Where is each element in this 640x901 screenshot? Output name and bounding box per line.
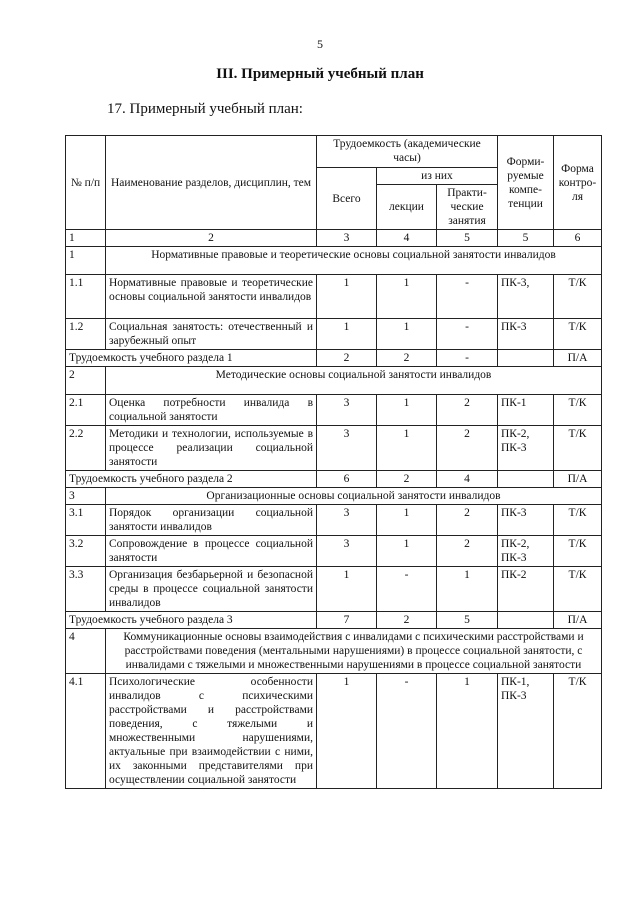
section-title: Организационные основы социальной занятости инвалидов — [106, 488, 602, 505]
table-row — [66, 319, 602, 350]
header-num: № п/п — [66, 136, 106, 230]
header-practice: Практи-ческие занятия — [437, 185, 498, 230]
summary-label: Трудоемкость учебного раздела 3 — [66, 612, 317, 629]
summary-competencies — [498, 471, 554, 488]
row-competencies: ПК-2 — [498, 567, 554, 612]
summary-lectures: 2 — [377, 350, 437, 367]
row-name: Социальная занятость: отечественный и зарубежный опыт — [106, 319, 317, 350]
table-row — [66, 275, 602, 319]
row-number: 3.2 — [66, 536, 106, 567]
index-cell: 5 — [437, 230, 498, 247]
summary-row — [66, 350, 602, 367]
row-control: Т/К — [554, 275, 602, 319]
row-lectures: - — [377, 674, 437, 789]
index-cell: 4 — [377, 230, 437, 247]
summary-competencies — [498, 350, 554, 367]
summary-label: Трудоемкость учебного раздела 2 — [66, 471, 317, 488]
summary-row — [66, 471, 602, 488]
row-total: 3 — [317, 426, 377, 471]
row-name: Методики и технологии, используемые в процессе реализации социальной занятости — [106, 426, 317, 471]
row-practice: 1 — [437, 674, 498, 789]
row-competencies: ПК-1 — [498, 395, 554, 426]
row-number: 3.3 — [66, 567, 106, 612]
summary-practice: 4 — [437, 471, 498, 488]
table-row — [66, 674, 602, 789]
row-lectures: - — [377, 567, 437, 612]
row-practice: - — [437, 319, 498, 350]
index-cell: 1 — [66, 230, 106, 247]
section-row — [66, 367, 602, 395]
row-control: Т/К — [554, 536, 602, 567]
row-competencies: ПК-3, — [498, 275, 554, 319]
summary-label: Трудоемкость учебного раздела 1 — [66, 350, 317, 367]
section-row — [66, 247, 602, 275]
section-title: Методические основы социальной занятости инвалидов — [106, 367, 602, 395]
header-control: Форма контро-ля — [554, 136, 602, 230]
row-control: Т/К — [554, 395, 602, 426]
row-practice: 1 — [437, 567, 498, 612]
summary-practice: 5 — [437, 612, 498, 629]
header-lectures: лекции — [377, 185, 437, 230]
index-cell: 3 — [317, 230, 377, 247]
row-total: 1 — [317, 674, 377, 789]
row-control: Т/К — [554, 319, 602, 350]
row-competencies: ПК-3 — [498, 319, 554, 350]
row-total: 3 — [317, 536, 377, 567]
table-row — [66, 505, 602, 536]
page-heading: III. Примерный учебный план — [216, 66, 424, 82]
table-row — [66, 395, 602, 426]
row-total: 1 — [317, 275, 377, 319]
table-row — [66, 536, 602, 567]
row-number: 1.1 — [66, 275, 106, 319]
summary-practice: - — [437, 350, 498, 367]
row-control: Т/К — [554, 567, 602, 612]
index-cell: 2 — [106, 230, 317, 247]
row-competencies: ПК-2, ПК-3 — [498, 536, 554, 567]
page-number: 5 — [317, 37, 323, 51]
index-row — [66, 230, 602, 247]
summary-competencies — [498, 612, 554, 629]
index-cell: 6 — [554, 230, 602, 247]
section-row — [66, 629, 602, 674]
row-practice: 2 — [437, 395, 498, 426]
row-name: Психологические особенности инвалидов с психическими расстройствами и расстройствами поведения, с тяжелыми и множественными нарушениями, актуальные при взаимодействии с ними, их законными представителями при осуществлении социальной занятости — [106, 674, 317, 789]
header-of-them: из них — [377, 168, 498, 185]
row-total: 1 — [317, 319, 377, 350]
row-total: 3 — [317, 395, 377, 426]
row-practice: - — [437, 275, 498, 319]
header-total: Всего — [317, 168, 377, 230]
row-competencies: ПК-2, ПК-3 — [498, 426, 554, 471]
row-number: 2.2 — [66, 426, 106, 471]
index-cell: 5 — [498, 230, 554, 247]
curriculum-table — [65, 135, 602, 789]
section-subheading: 17. Примерный учебный план: — [107, 101, 303, 117]
summary-total: 6 — [317, 471, 377, 488]
header-labor: Трудоемкость (академические часы) — [317, 136, 498, 168]
row-lectures: 1 — [377, 395, 437, 426]
row-lectures: 1 — [377, 536, 437, 567]
section-number: 2 — [66, 367, 106, 395]
row-lectures: 1 — [377, 275, 437, 319]
header-name: Наименование разделов, дисциплин, тем — [106, 136, 317, 230]
summary-control: П/А — [554, 471, 602, 488]
summary-control: П/А — [554, 350, 602, 367]
row-lectures: 1 — [377, 319, 437, 350]
row-competencies: ПК-1, ПК-3 — [498, 674, 554, 789]
row-competencies: ПК-3 — [498, 505, 554, 536]
section-title: Коммуникационные основы взаимодействия с инвалидами с психическими расстройствами и расстройствами поведения (ментальными нарушениями) в процессе социальной занятости, с инвалидами с тяжелыми и множественными нарушениями в процессе социальной занятости — [106, 629, 602, 674]
table-row — [66, 426, 602, 471]
summary-lectures: 2 — [377, 612, 437, 629]
section-title: Нормативные правовые и теоретические основы социальной занятости инвалидов — [106, 247, 602, 275]
section-number: 3 — [66, 488, 106, 505]
row-practice: 2 — [437, 536, 498, 567]
row-control: Т/К — [554, 426, 602, 471]
row-lectures: 1 — [377, 505, 437, 536]
row-control: Т/К — [554, 505, 602, 536]
summary-total: 7 — [317, 612, 377, 629]
section-number: 1 — [66, 247, 106, 275]
row-name: Сопровождение в процессе социальной занятости — [106, 536, 317, 567]
row-practice: 2 — [437, 426, 498, 471]
row-name: Организация безбарьерной и безопасной среды в процессе социальной занятости инвалидов — [106, 567, 317, 612]
row-total: 3 — [317, 505, 377, 536]
section-row — [66, 488, 602, 505]
row-number: 2.1 — [66, 395, 106, 426]
row-name: Оценка потребности инвалида в социальной занятости — [106, 395, 317, 426]
row-practice: 2 — [437, 505, 498, 536]
summary-lectures: 2 — [377, 471, 437, 488]
row-number: 4.1 — [66, 674, 106, 789]
row-number: 3.1 — [66, 505, 106, 536]
summary-total: 2 — [317, 350, 377, 367]
section-number: 4 — [66, 629, 106, 674]
row-total: 1 — [317, 567, 377, 612]
row-lectures: 1 — [377, 426, 437, 471]
row-control: Т/К — [554, 674, 602, 789]
row-name: Порядок организации социальной занятости инвалидов — [106, 505, 317, 536]
row-number: 1.2 — [66, 319, 106, 350]
summary-row — [66, 612, 602, 629]
table-row — [66, 567, 602, 612]
header-competencies: Форми-руемые компе-тенции — [498, 136, 554, 230]
summary-control: П/А — [554, 612, 602, 629]
row-name: Нормативные правовые и теоретические основы социальной занятости инвалидов — [106, 275, 317, 319]
